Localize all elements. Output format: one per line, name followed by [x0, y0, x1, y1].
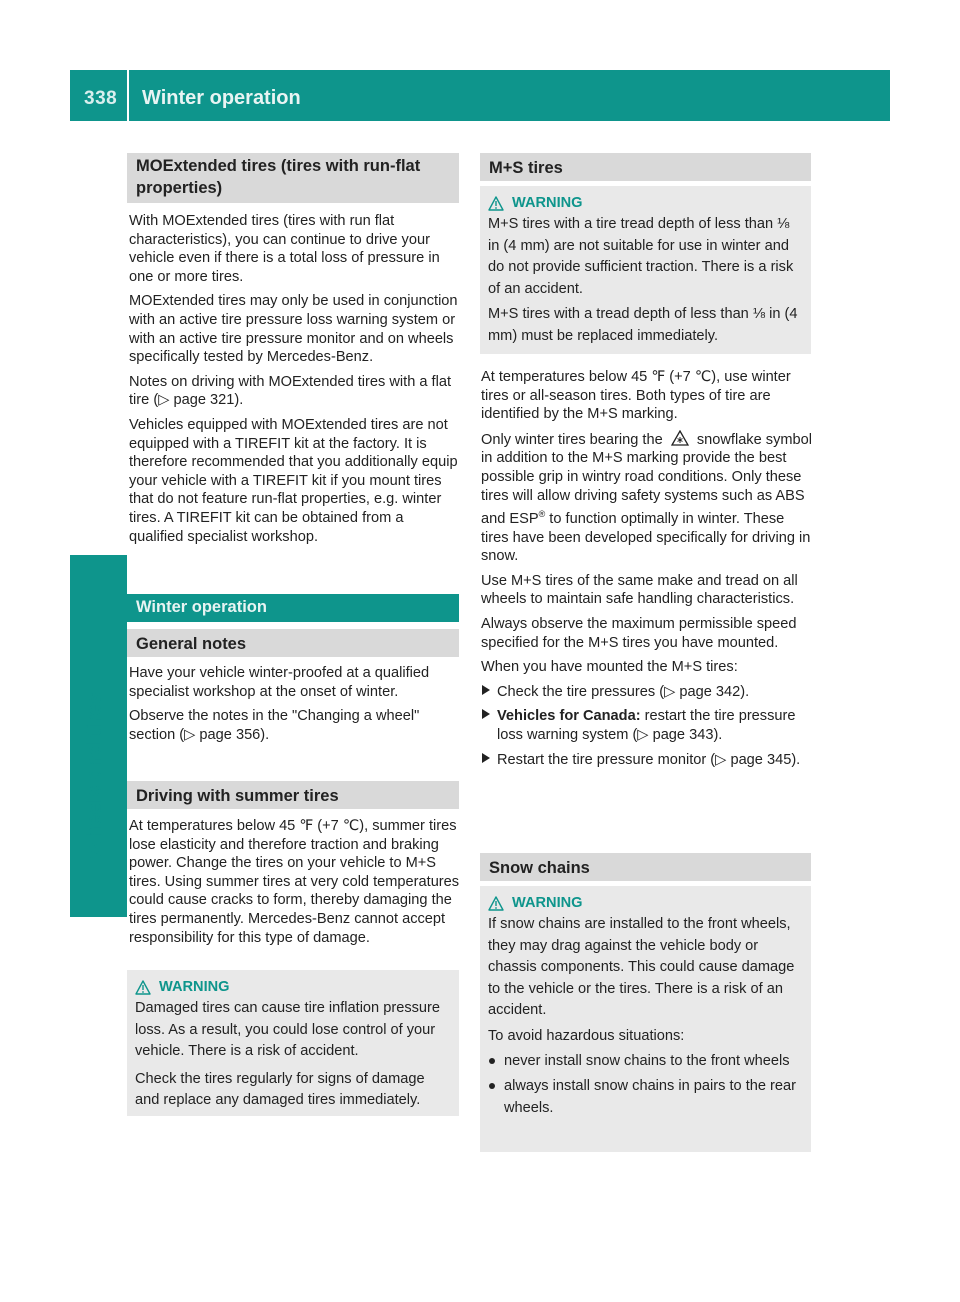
warning-triangle-icon	[488, 896, 504, 911]
step-1: Check the tire pressures (▷ page 342).	[497, 683, 750, 700]
general-paragraph-1: Have your vehicle winter-proofed at a qualified specialist workshop at the onset of winter.	[129, 665, 430, 700]
list-item	[488, 1076, 803, 1119]
ms-paragraph-2: Only winter tires bearing the snowflake symbol in addition to the M+S marking provide the best possible grip in wintry road conditions. Only these tires will allow driving safety systems such as ABS and ESP® to function optimally in winter. These tires have been developed specifically for driving in snow.	[481, 431, 813, 565]
chains-bullet-2: always install snow chains in pairs to the rear wheels.	[504, 1078, 797, 1116]
ms-paragraph-3: Use M+S tires of the same make and tread on all wheels to maintain safe handling characteristics.	[481, 572, 798, 608]
mountain-snowflake-icon	[671, 430, 689, 446]
snow-chains-heading: Snow chains	[480, 853, 811, 881]
ms-warning-box	[480, 186, 811, 354]
ms-warning-paragraph-1: M+S tires with a tire tread depth of less than ⅛ in (4 mm) are not suitable for use in winter and do not provide sufficient traction. There is a risk of an accident.	[488, 216, 794, 297]
warning-triangle-icon	[488, 196, 504, 211]
arrow-right-icon	[481, 683, 497, 702]
summer-paragraph-1: At temperatures below 45 ℉ (+7 ℃), summer tires lose elasticity and therefore traction and braking power. Change the tires on your vehicle to M+S tires. Using summer tires at very cold temperatures could cause cracks to form, thereby damaging the tires permanently. Mercedes-Benz cannot accept responsibility for this type of damage.	[129, 818, 460, 946]
warning-label: WARNING	[512, 195, 583, 211]
warning-label: WARNING	[512, 895, 583, 911]
ms-paragraph-4: Always observe the maximum permissible speed specified for the M+S tires you have mounted.	[481, 615, 797, 651]
snow-chains-warning-box	[480, 886, 811, 1152]
general-paragraph-2: Observe the notes in the "Changing a wheel" section (▷ page 356).	[129, 708, 420, 743]
moe-heading: MOExtended tires (tires with run-flat properties)	[127, 153, 459, 203]
winter-operation-heading: Winter operation	[127, 594, 459, 622]
warning-label: WARNING	[159, 979, 230, 995]
step-item	[481, 683, 813, 702]
moe-paragraph-2: MOExtended tires may only be used in conjunction with an active tire pressure loss warning system or with an active tire pressure monitor and on wheels specifically tested by Mercedes-Benz.	[129, 293, 458, 366]
arrow-right-icon	[481, 707, 497, 744]
step-2: Vehicles for Canada: restart the tire pressure loss warning system (▷ page 343).	[497, 708, 796, 743]
page-number: 338	[84, 88, 118, 109]
general-notes-body	[129, 664, 461, 744]
warning-paragraph-2: Check the tires regularly for signs of damage and replace any damaged tires immediately.	[135, 1070, 425, 1108]
warning-header	[488, 195, 803, 211]
moe-body	[129, 212, 461, 546]
ms-paragraph-5: When you have mounted the M+S tires:	[481, 659, 738, 676]
step-3: Restart the tire pressure monitor (▷ page 345).	[497, 751, 801, 768]
list-item	[488, 1051, 803, 1074]
warning-triangle-icon	[135, 980, 151, 995]
chains-warning-paragraph-1: If snow chains are installed to the front wheels, they may drag against the vehicle body or chassis components. This could cause damage to the vehicle or the tires. There is a risk of an accident.	[488, 916, 795, 1018]
page-header	[70, 70, 890, 121]
registered-mark: ®	[538, 509, 546, 520]
ms-tires-heading: M+S tires	[480, 153, 811, 181]
ms-warning-paragraph-2: M+S tires with a tread depth of less than ⅛ in (4 mm) must be replaced immediately.	[488, 306, 798, 344]
summer-warning-box	[127, 970, 459, 1116]
warning-paragraph-1: Damaged tires can cause tire inflation pressure loss. As a result, you could lose control of your vehicle. There is a risk of accident.	[135, 1000, 441, 1059]
bullet-dot-icon	[488, 1076, 504, 1119]
moe-paragraph-4: Vehicles equipped with MOExtended tires are not equipped with a TIREFIT kit at the factory. It is therefore recommended that you additionally equip your vehicle with a TIREFIT kit if you mount tires that do not feature run-flat properties, e.g. winter tires. A TIREFIT kit can be obtained from a qualified specialist workshop.	[129, 416, 458, 545]
bullet-dot-icon	[488, 1051, 504, 1074]
summer-tires-heading: Driving with summer tires	[127, 781, 459, 809]
section-title: Winter operation	[142, 87, 301, 109]
summer-tires-body	[129, 817, 461, 947]
ms-paragraph-1: At temperatures below 45 ℉ (+7 ℃), use winter tires or all-season tires. Both types of tire are identified by the M+S marking.	[481, 369, 791, 423]
general-notes-heading: General notes	[127, 629, 459, 657]
step-item	[481, 707, 813, 744]
side-tab-label: Wheels and tires	[83, 692, 106, 859]
ms-tires-body	[481, 368, 813, 769]
chains-bullet-1: never install snow chains to the front wheels	[504, 1053, 790, 1069]
moe-paragraph-3: Notes on driving with MOExtended tires with a flat tire (▷ page 321).	[129, 373, 452, 409]
step-item	[481, 751, 813, 770]
warning-header	[488, 895, 803, 911]
arrow-right-icon	[481, 751, 497, 770]
warning-header	[135, 979, 451, 995]
header-divider	[127, 70, 129, 121]
moe-paragraph-1: With MOExtended tires (tires with run flat characteristics), you can continue to drive your vehicle even if there is a total loss of pressure in one or more tires.	[129, 213, 440, 285]
chains-warning-paragraph-2: To avoid hazardous situations:	[488, 1027, 685, 1044]
